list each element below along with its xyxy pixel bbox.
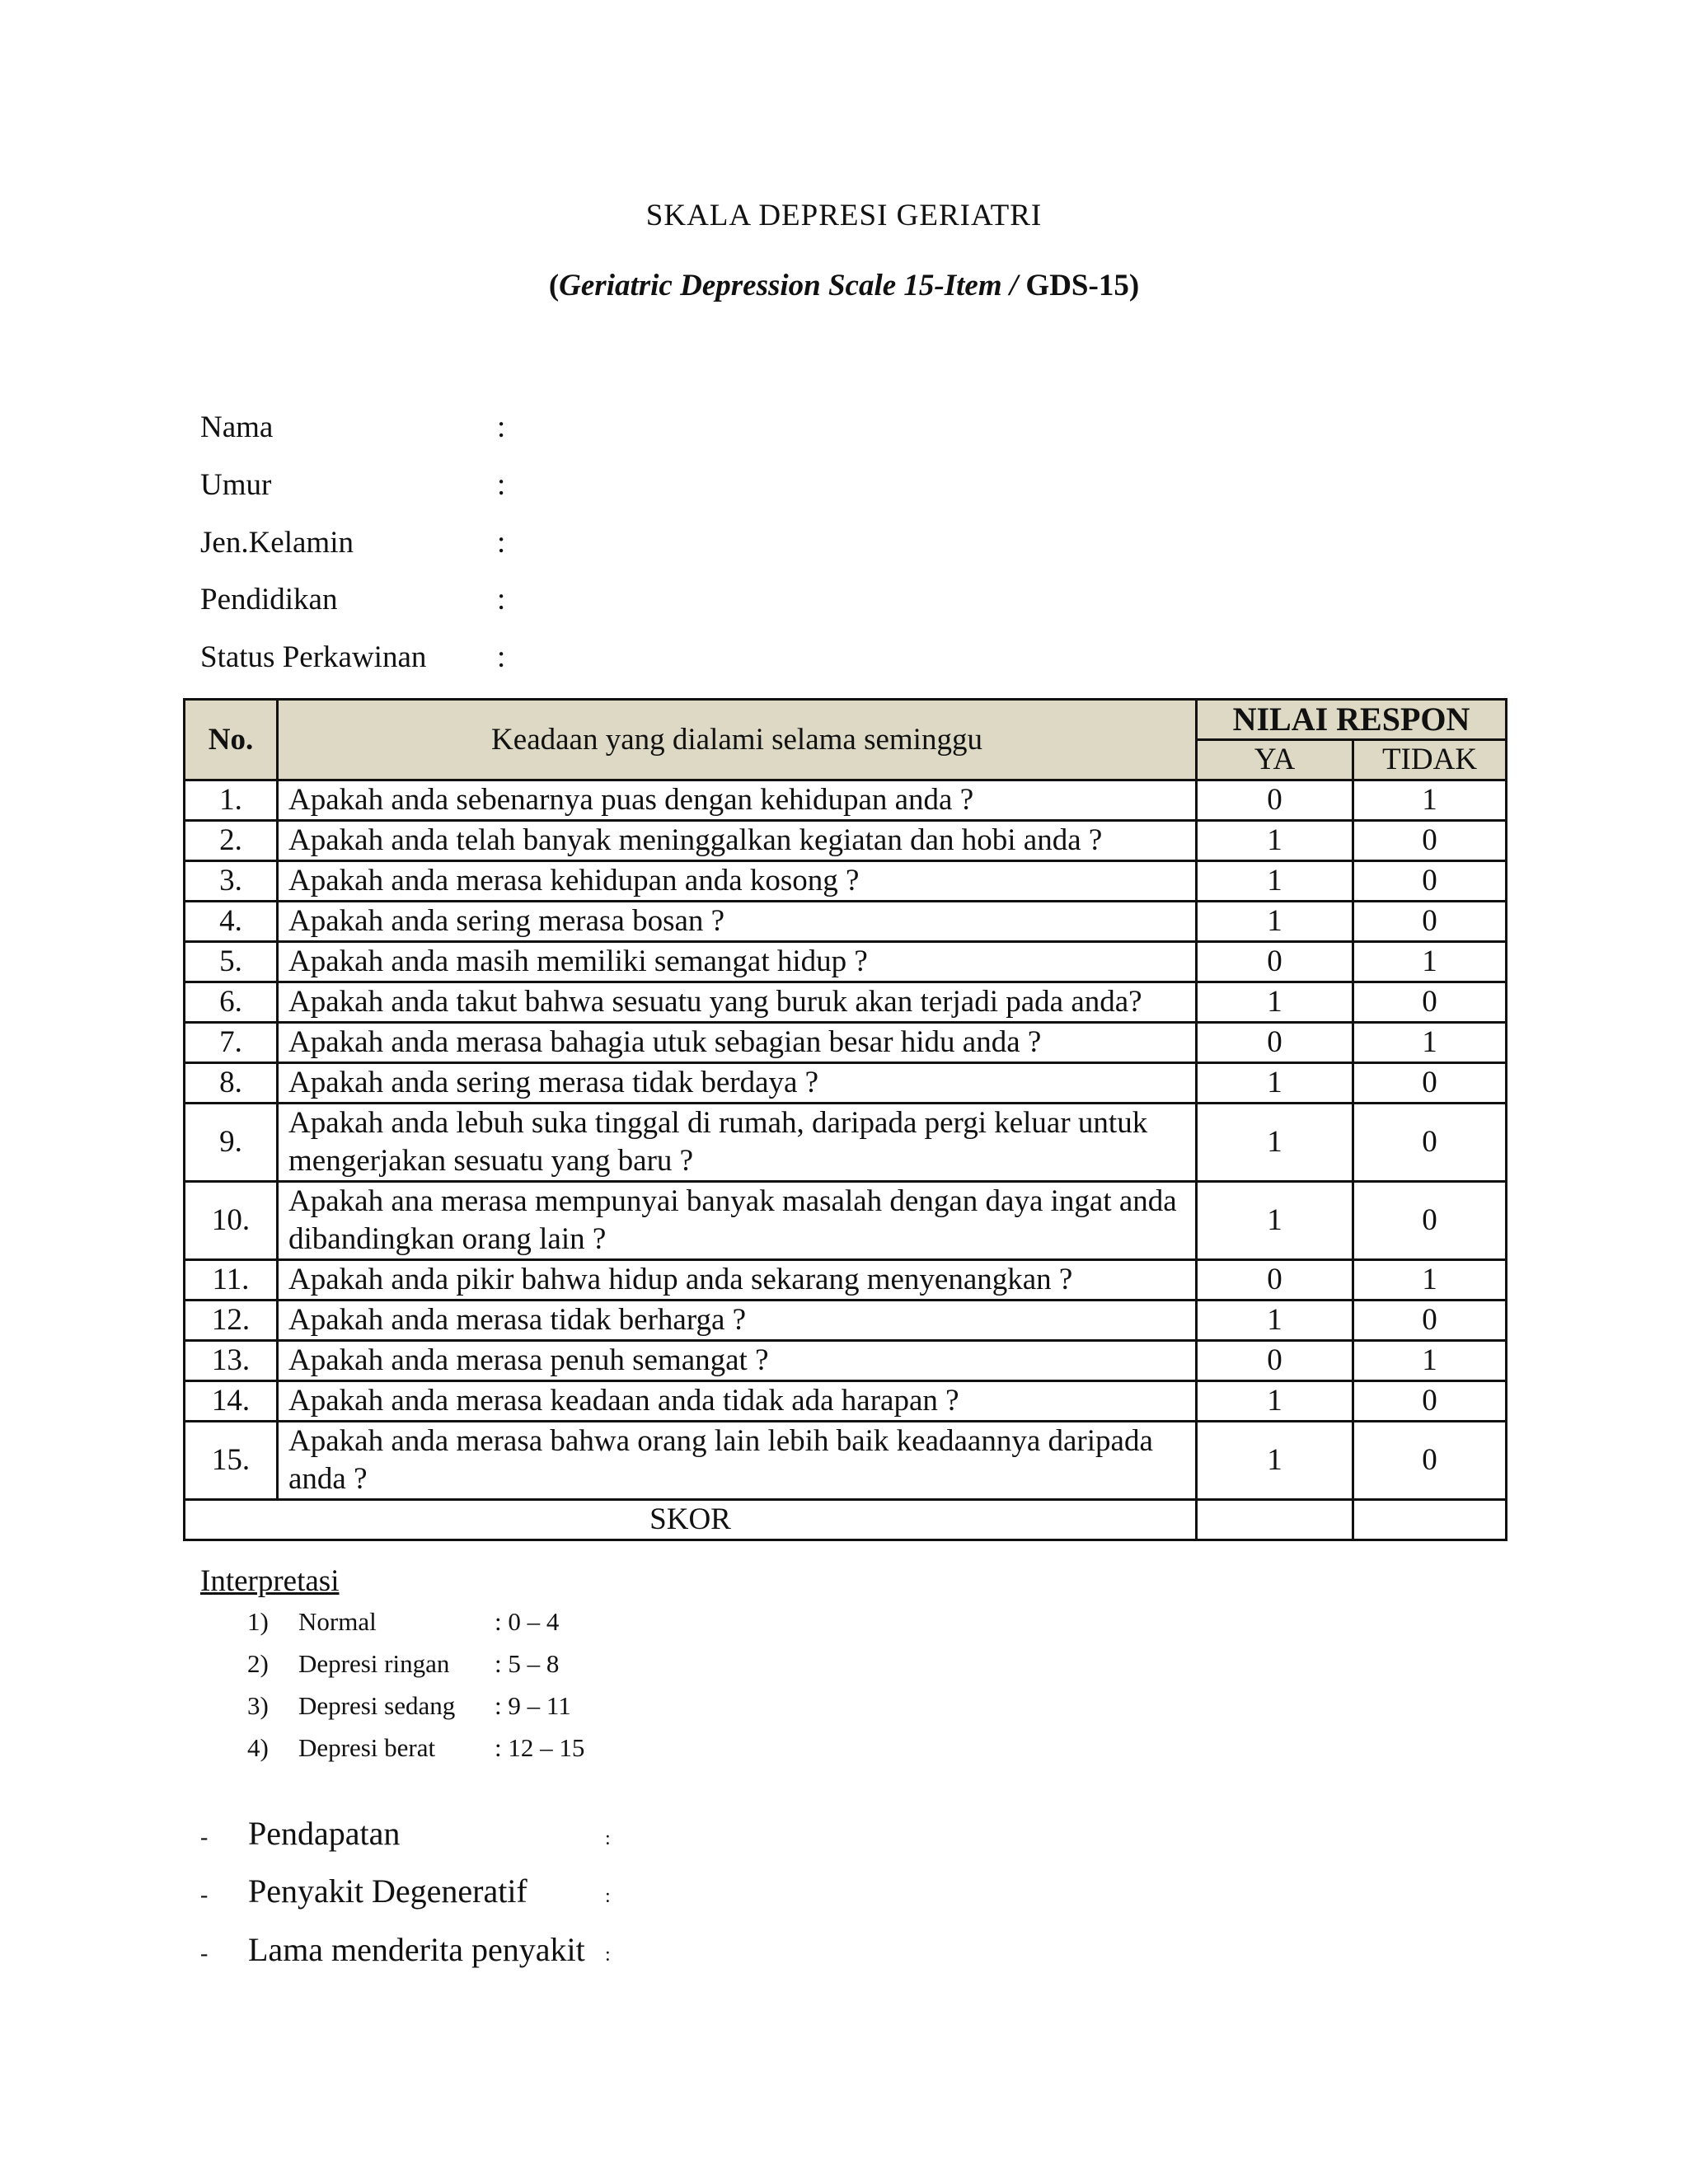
- field-colon: :: [497, 410, 506, 444]
- row-question: Apakah anda merasa bahagia utuk sebagian besar hidu anda ?: [278, 1023, 1197, 1063]
- row-question: Apakah anda telah banyak meninggalkan kegiatan dan hobi anda ?: [278, 821, 1197, 861]
- skor-tidak-cell[interactable]: [1353, 1500, 1507, 1540]
- row-number: 5.: [185, 942, 278, 982]
- row-tidak: 0: [1353, 1422, 1507, 1500]
- row-question: Apakah anda masih memiliki semangat hidup ?: [278, 942, 1197, 982]
- gds-table: [183, 698, 1507, 1541]
- table-row: [185, 1381, 1507, 1422]
- row-tidak: 0: [1353, 1104, 1507, 1182]
- row-question: Apakah anda takut bahwa sesuatu yang buruk akan terjadi pada anda?: [278, 982, 1197, 1023]
- table-row: [185, 780, 1507, 821]
- row-ya: 0: [1197, 1341, 1353, 1381]
- row-number: 10.: [185, 1182, 278, 1260]
- row-number: 6.: [185, 982, 278, 1023]
- interpretation-number: 3): [247, 1691, 269, 1720]
- table-row: [185, 902, 1507, 942]
- subtitle-open: (: [548, 269, 560, 302]
- table-row: [185, 1260, 1507, 1301]
- row-number: 8.: [185, 1063, 278, 1104]
- row-ya: 1: [1197, 1182, 1353, 1260]
- row-ya: 0: [1197, 780, 1353, 821]
- interpretation-number: 1): [247, 1607, 269, 1636]
- field-colon: :: [497, 526, 506, 560]
- row-number: 2.: [185, 821, 278, 861]
- bullet-dash: -: [200, 1882, 209, 1908]
- field-umur: [200, 467, 505, 503]
- field-penyakit-degeneratif: [200, 1872, 611, 1910]
- row-question: Apakah anda sering merasa tidak berdaya ?: [278, 1063, 1197, 1104]
- interpretation-range: : 12 – 15: [495, 1733, 585, 1762]
- interpretation-range: : 9 – 11: [495, 1691, 571, 1720]
- header-question: Keadaan yang dialami selama seminggu: [278, 700, 1197, 780]
- row-ya: 1: [1197, 1063, 1353, 1104]
- table-row: [185, 1301, 1507, 1341]
- field-colon: :: [497, 583, 506, 616]
- interpretation-title: Interpretasi: [200, 1564, 340, 1598]
- row-tidak: 0: [1353, 1063, 1507, 1104]
- row-question: Apakah anda sering merasa bosan ?: [278, 902, 1197, 942]
- row-tidak: 0: [1353, 861, 1507, 902]
- interpretation-number: 2): [247, 1649, 269, 1678]
- row-ya: 0: [1197, 942, 1353, 982]
- field-label: Pendapatan: [248, 1815, 401, 1852]
- table-row: [185, 982, 1507, 1023]
- row-ya: 1: [1197, 1422, 1353, 1500]
- row-ya: 0: [1197, 1023, 1353, 1063]
- field-pendidikan: [200, 582, 505, 617]
- field-lama-menderita: [200, 1930, 611, 1969]
- field-pendapatan: [200, 1814, 611, 1853]
- header-nilai-respon: NILAI RESPON: [1197, 700, 1507, 740]
- field-label: Jen.Kelamin: [200, 526, 354, 560]
- skor-ya-cell[interactable]: [1197, 1500, 1353, 1540]
- skor-label: SKOR: [185, 1500, 1197, 1540]
- row-number: 15.: [185, 1422, 278, 1500]
- field-colon: :: [605, 1886, 611, 1907]
- interpretation-range: : 5 – 8: [495, 1649, 560, 1678]
- row-ya: 1: [1197, 861, 1353, 902]
- row-ya: 1: [1197, 1301, 1353, 1341]
- row-ya: 1: [1197, 982, 1353, 1023]
- row-tidak: 1: [1353, 942, 1507, 982]
- field-nama: [200, 410, 505, 445]
- field-colon: :: [605, 1828, 611, 1849]
- table-row: [185, 1104, 1507, 1182]
- row-tidak: 0: [1353, 1301, 1507, 1341]
- subtitle-italic: Geriatric Depression Scale 15-Item /: [559, 269, 1019, 302]
- skor-row: [185, 1500, 1507, 1540]
- field-colon: :: [497, 468, 506, 502]
- header-tidak: TIDAK: [1353, 740, 1507, 780]
- field-colon: :: [605, 1944, 611, 1966]
- row-ya: 1: [1197, 821, 1353, 861]
- field-label: Penyakit Degeneratif: [248, 1872, 528, 1910]
- field-label: Lama menderita penyakit: [248, 1931, 585, 1968]
- interpretation-item: [247, 1691, 571, 1721]
- table-row: [185, 1182, 1507, 1260]
- table-row: [185, 861, 1507, 902]
- table-row: [185, 1422, 1507, 1500]
- row-question: Apakah anda merasa bahwa orang lain lebih baik keadaannya daripada anda ?: [278, 1422, 1197, 1500]
- row-ya: 1: [1197, 1381, 1353, 1422]
- row-tidak: 1: [1353, 1260, 1507, 1301]
- row-question: Apakah anda sebenarnya puas dengan kehidupan anda ?: [278, 780, 1197, 821]
- row-number: 13.: [185, 1341, 278, 1381]
- subtitle-rest: GDS-15): [1018, 269, 1140, 302]
- row-ya: 1: [1197, 902, 1353, 942]
- row-tidak: 0: [1353, 982, 1507, 1023]
- form-subtitle: [0, 268, 1688, 303]
- row-number: 11.: [185, 1260, 278, 1301]
- row-ya: 0: [1197, 1260, 1353, 1301]
- row-question: Apakah anda merasa keadaan anda tidak ada harapan ?: [278, 1381, 1197, 1422]
- table-row: [185, 942, 1507, 982]
- row-tidak: 1: [1353, 780, 1507, 821]
- row-tidak: 0: [1353, 821, 1507, 861]
- field-label: Umur: [200, 468, 272, 502]
- interpretation-name: Depresi sedang: [298, 1691, 456, 1720]
- row-number: 9.: [185, 1104, 278, 1182]
- row-ya: 1: [1197, 1104, 1353, 1182]
- table-row: [185, 1023, 1507, 1063]
- field-colon: :: [497, 640, 506, 674]
- interpretation-number: 4): [247, 1733, 269, 1762]
- bullet-dash: -: [200, 1941, 209, 1966]
- field-label: Pendidikan: [200, 583, 338, 616]
- row-question: Apakah anda merasa kehidupan anda kosong ?: [278, 861, 1197, 902]
- row-question: Apakah anda merasa penuh semangat ?: [278, 1341, 1197, 1381]
- row-number: 12.: [185, 1301, 278, 1341]
- row-number: 4.: [185, 902, 278, 942]
- row-question: Apakah anda merasa tidak berharga ?: [278, 1301, 1197, 1341]
- field-label: Nama: [200, 410, 274, 444]
- interpretation-range: : 0 – 4: [495, 1607, 560, 1636]
- table-row: [185, 1341, 1507, 1381]
- header-no: No.: [185, 700, 278, 780]
- row-tidak: 1: [1353, 1023, 1507, 1063]
- field-status-perkawinan: [200, 640, 505, 675]
- row-tidak: 0: [1353, 902, 1507, 942]
- row-tidak: 0: [1353, 1381, 1507, 1422]
- interpretation-item: [247, 1607, 559, 1637]
- header-ya: YA: [1197, 740, 1353, 780]
- interpretation-name: Depresi ringan: [298, 1649, 450, 1678]
- interpretation-item: [247, 1649, 559, 1679]
- row-question: Apakah ana merasa mempunyai banyak masalah dengan daya ingat anda dibandingkan orang lain ?: [278, 1182, 1197, 1260]
- table-row: [185, 821, 1507, 861]
- table-row: [185, 1063, 1507, 1104]
- interpretation-name: Depresi berat: [298, 1733, 436, 1762]
- row-number: 1.: [185, 780, 278, 821]
- bullet-dash: -: [200, 1825, 209, 1850]
- row-number: 7.: [185, 1023, 278, 1063]
- row-question: Apakah anda lebuh suka tinggal di rumah, daripada pergi keluar untuk mengerjakan sesuatu yang baru ?: [278, 1104, 1197, 1182]
- row-tidak: 0: [1353, 1182, 1507, 1260]
- row-question: Apakah anda pikir bahwa hidup anda sekarang menyenangkan ?: [278, 1260, 1197, 1301]
- interpretation-name: Normal: [298, 1607, 377, 1636]
- interpretation-item: [247, 1733, 584, 1763]
- row-tidak: 1: [1353, 1341, 1507, 1381]
- field-label: Status Perkawinan: [200, 640, 427, 674]
- field-jenis-kelamin: [200, 525, 505, 560]
- row-number: 3.: [185, 861, 278, 902]
- row-number: 14.: [185, 1381, 278, 1422]
- form-title: SKALA DEPRESI GERIATRI: [645, 199, 1043, 232]
